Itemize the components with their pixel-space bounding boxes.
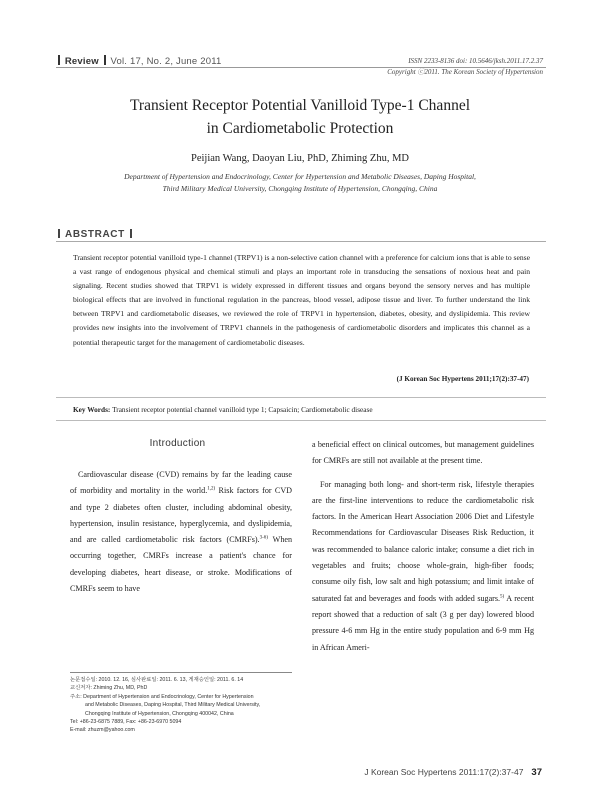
reference: 1,2) xyxy=(207,486,216,492)
keywords-text: Transient receptor potential channel vanilloid type 1; Capsaicin; Cardiometabolic disease xyxy=(110,405,373,414)
right-column xyxy=(312,437,534,656)
introduction-heading: Introduction xyxy=(149,438,206,449)
keywords-top-rule xyxy=(56,397,546,398)
title-line-1: Transient Receptor Potential Vanilloid Type-1 Channel xyxy=(129,97,471,114)
correspondence-footnote xyxy=(70,676,295,735)
footnote-rule xyxy=(70,672,292,673)
header-bar-right xyxy=(104,55,106,65)
intro-paragraph-continued: a beneficial effect on clinical outcomes, but management guidelines for CMRFs are still not available at the present time. xyxy=(312,440,534,466)
abstract-divider xyxy=(56,241,546,242)
abstract-heading-label: ABSTRACT xyxy=(65,229,125,240)
keywords-label: Key Words: xyxy=(73,405,111,414)
intro-paragraph-2 xyxy=(312,477,534,656)
footnote-address-cont: and Metabolic Diseases, Daping Hospital, Third Military Medical University, xyxy=(85,702,261,709)
abstract-heading xyxy=(56,229,134,240)
keywords xyxy=(73,405,373,414)
heading-bar-left xyxy=(58,229,60,238)
author-list: Peijian Wang, Daoyan Liu, PhD, Zhiming Zhu, MD xyxy=(191,153,409,164)
text-run: A recent report showed that a reduction of salt (3 g per day) lowered blood pressure 4-6 mm Hg in the entire study population and 6-9 mm Hg in African Ameri- xyxy=(312,593,534,652)
section-label: Review xyxy=(64,56,99,67)
intro-paragraph-1 xyxy=(70,467,292,597)
text-run: When occurring together, CMRFs increase a patient's chance for developing diabetes, heart disease, or stroke. Modifications of CMRFs seem to have xyxy=(70,535,293,594)
copyright: Copyright ⓒ2011. The Korean Society of Hypertension xyxy=(387,68,543,76)
footnote-dates: 논문접수일: 2010. 12. 16, 심사완료일: 2011. 6. 13, 게재승인일: 2011. 6. 14 xyxy=(70,677,244,683)
header-divider xyxy=(56,67,546,68)
left-column xyxy=(70,467,292,597)
affiliation-line-2: Third Military Medical University, Chongqing Institute of Hypertension, Chongqing, China xyxy=(162,184,438,193)
volume-info: Vol. 17, No. 2, June 2011 xyxy=(110,56,222,67)
footnote-email: E-mail: zhuzm@yahoo.com xyxy=(70,727,135,734)
page-footer xyxy=(364,767,542,778)
footer-journal: J Korean Soc Hypertens 2011:17(2):37-47 xyxy=(364,767,524,777)
title-line-2: in Cardiometabolic Protection xyxy=(206,120,394,137)
text-run: Risk factors for CVD and type 2 diabetes often cluster, including abdominal obesity, hypertension, insulin resistance, hyperglycemia, and dyslipidemia, and are called cardiometabolic risk factors (CMRFs). xyxy=(70,486,293,545)
issn-doi: ISSN 2233-8136 doi: 10.5646/jksh.2011.17.2.37 xyxy=(408,57,543,65)
footnote-address-cont: Chongqing Institute of Hypertension, Chongqing 400042, China xyxy=(85,710,234,717)
keywords-bottom-rule xyxy=(56,420,546,421)
reference: 3-6) xyxy=(259,535,268,541)
footnote-author: 교신저자: Zhiming Zhu, MD, PhD xyxy=(70,685,148,692)
page-number: 37 xyxy=(531,767,542,778)
footnote-phone: Tel: +86-23-6875 7889, Fax: +86-23-6970 5094 xyxy=(70,719,182,726)
journal-header xyxy=(56,55,221,67)
abstract-text: Transient receptor potential vanilloid type-1 channel (TRPV1) is a non-selective cation channel with a preference for calcium ions that is able to sense a vast range of endogenous physical and chemical stimuli and plays an important role in transducing the sensations of noxious heat and pain signaling. Recent studies showed that TRPV1 is widely expressed in different tissues and organs beyond the sensory nerves and has multiple biological effects that are involved in functional regulation in the pancreas, blood vessel, adipose tissue and liver. To further understand the link between TRPV1 and cardiometabolic diseases, we reviewed the role of TRPV1 in hypertension, diabetes, obesity, and dyslipidemia. This review provides new insights into the involvement of TRPV1 channels in the pathogenesis of cardiometabolic disorders and implicates this channel as a potential therapeutic target for the management of cardiometabolic diseases. xyxy=(73,253,530,347)
footnote-address: 주소: Department of Hypertension and Endocrinology, Center for Hypertension xyxy=(70,693,254,700)
citation: (J Korean Soc Hypertens 2011;17(2):37-47) xyxy=(396,375,529,383)
affiliation-line-1: Department of Hypertension and Endocrinology, Center for Hypertension and Metabolic Diseases, Daping Hospital, xyxy=(124,172,476,181)
affiliation xyxy=(60,171,540,195)
article-title xyxy=(0,94,600,140)
text-run: Cardiovascular disease (CVD) remains by far the leading cause of morbidity and mortality in the world. xyxy=(70,470,292,496)
reference: 5) xyxy=(500,594,505,600)
header-bar-left xyxy=(58,55,60,65)
text-run: For managing both long- and short-term risk, lifestyle therapies are the first-line interventions to reduce the cardiometabolic risk factors. In the American Heart Association 2006 Diet and Lifestyle Recommendations for Cardiovascular Diseases Risk Reduction, it was recommended to balance caloric intake; consume a diet rich in vegetables and fruits; choose whole-grain, high-fiber foods; consume oily fish, low salt and high potassium; and limit intake of saturated fat and beverages and foods with added sugars. xyxy=(312,479,534,603)
heading-bar-right xyxy=(130,229,132,238)
